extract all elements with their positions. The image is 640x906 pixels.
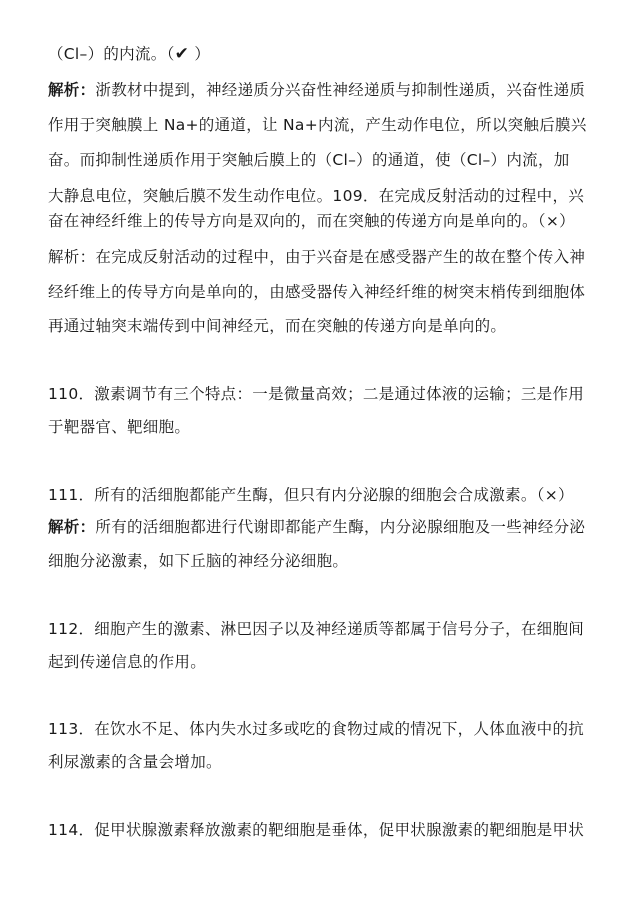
analysis-label: 解析： [48, 81, 96, 99]
text-line: 再通过轴突末端传到中间神经元，而在突触的传递方向是单向的。 [48, 317, 507, 335]
text-span: 浙教材中提到，神经递质分兴奋性神经递质与抑制性递质，兴奋性递质 [95, 81, 586, 99]
text-span: （Cl–）的内流。（ [48, 45, 175, 63]
text-line [48, 80, 608, 100]
analysis-label: 解析： [48, 518, 96, 536]
text-line: 作用于突触膜上 Na+的通道，让 Na+内流，产生动作电位，所以突触后膜兴 [48, 116, 587, 134]
text-line [48, 44, 608, 64]
text-line: 经纤维上的传导方向是单向的，由感受器传入神经纤维的树突末梢传到细胞体 [48, 283, 586, 301]
text-line: 114．促甲状腺激素释放激素的靶细胞是垂体，促甲状腺激素的靶细胞是甲状 [48, 821, 585, 839]
text-span: 所有的活细胞都进行代谢即都能产生酶，内分泌腺细胞及一些神经分泌 [95, 518, 586, 536]
text-line: 大静息电位，突触后膜不发生动作电位。109．在完成反射活动的过程中，兴 [48, 187, 585, 205]
text-line: 于靶器官、靶细胞。 [48, 418, 191, 436]
text-line: 111．所有的活细胞都能产生酶，但只有内分泌腺的细胞会合成激素。（×） [48, 486, 574, 504]
text-line: 奋在神经纤维上的传导方向是双向的，而在突触的传递方向是单向的。（×） [48, 212, 575, 230]
text-span: ） [189, 45, 211, 63]
text-line: 细胞分泌激素，如下丘脑的神经分泌细胞。 [48, 552, 349, 570]
text-line: 解析：在完成反射活动的过程中，由于兴奋是在感受器产生的故在整个传入神 [48, 248, 586, 266]
text-line: 奋。而抑制性递质作用于突触后膜上的（Cl–）的通道，使（Cl–）内流，加 [48, 151, 570, 169]
text-line: 起到传递信息的作用。 [48, 653, 207, 671]
text-line [48, 517, 608, 537]
text-line: 113．在饮水不足、体内失水过多或吃的食物过咸的情况下，人体血液中的抗 [48, 720, 585, 738]
check-mark-icon: ✔ [174, 44, 190, 64]
text-line: 110．激素调节有三个特点：一是微量高效；二是通过体液的运输；三是作用 [48, 385, 585, 403]
text-line: 利尿激素的含量会增加。 [48, 753, 222, 771]
text-line: 112．细胞产生的激素、淋巴因子以及神经递质等都属于信号分子，在细胞间 [48, 620, 585, 638]
